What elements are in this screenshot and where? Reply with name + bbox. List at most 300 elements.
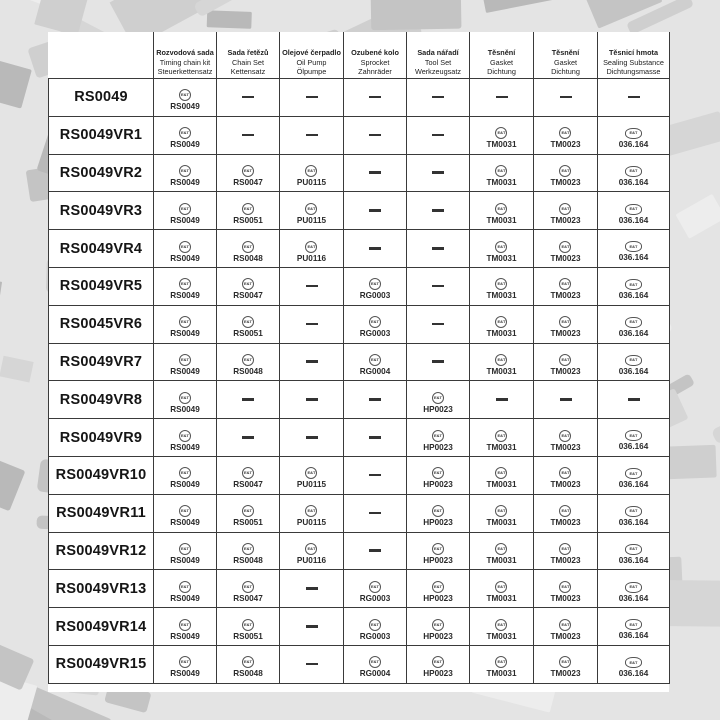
part-code: RS0051	[233, 631, 263, 641]
cell-sprocket	[344, 154, 407, 192]
brand-badge-icon: E&T	[369, 656, 381, 668]
column-header-pump	[280, 32, 344, 79]
cell-chain	[217, 192, 280, 230]
part-code: TM0031	[486, 480, 517, 490]
background-sticker	[711, 419, 720, 444]
part-reference	[619, 317, 649, 338]
kit-code: RS0049VR5	[49, 267, 154, 305]
part-code: HP0023	[423, 555, 453, 565]
part-reference	[486, 127, 516, 149]
brand-badge-icon: E&T	[559, 354, 571, 366]
part-code: RS0047	[233, 177, 263, 187]
cell-sprocket	[344, 456, 407, 494]
part-code: TM0023	[550, 480, 581, 490]
brand-badge-icon: E&T	[242, 581, 254, 593]
brand-badge-icon: E&T	[625, 355, 642, 366]
table-row	[49, 570, 670, 608]
cell-sprocket	[344, 645, 407, 683]
not-included-dash-icon	[242, 134, 254, 137]
cell-gasket2	[534, 267, 598, 305]
part-reference	[170, 656, 200, 678]
brand-badge-icon: E&T	[179, 316, 191, 328]
part-reference	[550, 127, 580, 149]
part-code: HP0023	[423, 442, 453, 452]
not-included-dash-icon	[369, 247, 381, 250]
part-code: TM0031	[486, 366, 517, 376]
not-included-dash-icon	[369, 474, 381, 477]
table-row	[49, 456, 670, 494]
brand-badge-icon: E&T	[305, 203, 317, 215]
brand-badge-icon: E&T	[179, 467, 191, 479]
cell-timing	[154, 116, 217, 154]
table-row	[49, 381, 670, 419]
kit-code: RS0049	[49, 79, 154, 117]
column-header-gasket2	[534, 32, 598, 79]
part-code: TM0023	[550, 215, 581, 225]
brand-badge-icon: E&T	[179, 165, 191, 177]
part-reference	[619, 355, 649, 376]
part-reference	[233, 278, 263, 300]
not-included-dash-icon	[369, 398, 381, 401]
brand-badge-icon: E&T	[495, 619, 507, 631]
part-code: TM0031	[486, 669, 517, 679]
part-code: PU0115	[296, 518, 327, 528]
part-code: HP0023	[423, 518, 453, 528]
brand-badge-icon: E&T	[242, 354, 254, 366]
part-code: RS0049	[170, 555, 200, 565]
cell-chain	[217, 116, 280, 154]
brand-badge-icon: E&T	[495, 278, 507, 290]
brand-badge-icon: E&T	[495, 543, 507, 555]
column-header-line: Sada řetězů	[227, 48, 269, 58]
part-code: RS0049	[170, 253, 200, 263]
part-code: HP0023	[423, 404, 453, 414]
cell-gasket2	[534, 116, 598, 154]
not-included-dash-icon	[369, 209, 381, 212]
column-header-line: Chain Set	[231, 57, 265, 67]
cell-timing	[154, 192, 217, 230]
not-included-dash-icon	[306, 360, 318, 363]
part-code: 036.164	[618, 631, 649, 641]
cell-sprocket	[344, 570, 407, 608]
part-reference	[619, 544, 649, 565]
brand-badge-icon: E&T	[625, 582, 642, 593]
cell-pump	[280, 267, 344, 305]
cell-timing	[154, 305, 217, 343]
cell-gasket2	[534, 381, 598, 419]
column-header-line: Werkzeugsatz	[414, 66, 462, 76]
part-reference	[423, 543, 453, 565]
column-header-line: Dichtungsmasse	[606, 66, 661, 76]
part-code: RS0049	[170, 366, 200, 376]
cell-timing	[154, 532, 217, 570]
part-code: RS0051	[233, 215, 263, 225]
brand-badge-icon: E&T	[495, 354, 507, 366]
not-included-dash-icon	[432, 323, 444, 326]
brand-badge-icon: E&T	[559, 241, 571, 253]
not-included-dash-icon	[306, 663, 318, 666]
part-code: TM0023	[550, 442, 581, 452]
table-body	[49, 79, 670, 684]
cell-gasket2	[534, 305, 598, 343]
part-reference	[619, 430, 649, 451]
part-reference	[297, 505, 326, 527]
cell-sealant	[598, 116, 670, 154]
part-code: TM0031	[486, 518, 517, 528]
part-code: RS0049	[170, 291, 200, 301]
brand-badge-icon: E&T	[179, 278, 191, 290]
brand-badge-icon: E&T	[625, 430, 642, 441]
part-code: RS0049	[170, 631, 200, 641]
table-row	[49, 154, 670, 192]
not-included-dash-icon	[432, 96, 444, 99]
cell-gasket2	[534, 570, 598, 608]
column-header-line: Tool Set	[424, 57, 452, 67]
kit-code: RS0049VR9	[49, 419, 154, 457]
cell-chain	[217, 570, 280, 608]
kit-code: RS0049VR2	[49, 154, 154, 192]
kit-code: RS0049VR12	[49, 532, 154, 570]
part-code: 036.164	[618, 253, 649, 263]
not-included-dash-icon	[432, 360, 444, 363]
cell-timing	[154, 154, 217, 192]
cell-chain	[217, 230, 280, 268]
brand-badge-icon: E&T	[495, 241, 507, 253]
part-reference	[233, 354, 263, 376]
brand-badge-icon: E&T	[179, 241, 191, 253]
part-reference	[360, 278, 391, 300]
part-reference	[550, 505, 580, 527]
brand-badge-icon: E&T	[559, 619, 571, 631]
cell-chain	[217, 456, 280, 494]
brand-badge-icon: E&T	[305, 165, 317, 177]
brand-badge-icon: E&T	[625, 619, 642, 630]
brand-badge-icon: E&T	[432, 430, 444, 442]
part-reference	[550, 467, 580, 489]
part-code: RG0004	[359, 669, 391, 679]
brand-badge-icon: E&T	[559, 203, 571, 215]
cell-gasket1	[470, 305, 534, 343]
cell-sealant	[598, 343, 670, 381]
part-code: TM0023	[550, 291, 581, 301]
part-reference	[170, 392, 200, 414]
not-included-dash-icon	[432, 209, 444, 212]
part-reference	[619, 204, 649, 225]
column-header-timing	[154, 32, 217, 79]
kit-code: RS0045VR6	[49, 305, 154, 343]
brand-badge-icon: E&T	[625, 317, 642, 328]
not-included-dash-icon	[369, 549, 381, 552]
part-reference	[550, 203, 580, 225]
part-code: RS0051	[233, 518, 263, 528]
part-reference	[297, 203, 326, 225]
part-reference	[550, 165, 580, 187]
cell-tools	[407, 419, 470, 457]
background-sticker	[207, 10, 252, 28]
part-code: 036.164	[618, 480, 649, 490]
cell-tools	[407, 192, 470, 230]
part-reference	[486, 241, 516, 263]
part-reference	[170, 619, 200, 641]
brand-badge-icon: E&T	[242, 619, 254, 631]
part-code: PU0116	[296, 555, 327, 565]
brand-badge-icon: E&T	[242, 467, 254, 479]
table-row	[49, 645, 670, 683]
part-reference	[233, 316, 263, 338]
part-reference	[486, 467, 516, 489]
column-header-line: Gasket	[489, 57, 514, 67]
part-code: 036.164	[618, 669, 649, 679]
cell-gasket1	[470, 570, 534, 608]
cell-gasket2	[534, 456, 598, 494]
part-reference	[360, 619, 391, 641]
part-reference	[423, 581, 453, 603]
not-included-dash-icon	[560, 398, 572, 401]
cell-timing	[154, 570, 217, 608]
table-row	[49, 230, 670, 268]
brand-badge-icon: E&T	[305, 543, 317, 555]
part-code: PU0115	[296, 177, 327, 187]
part-code: RS0048	[233, 555, 263, 565]
part-code: 036.164	[618, 328, 649, 338]
part-reference	[297, 543, 326, 565]
brand-badge-icon: E&T	[242, 203, 254, 215]
brand-badge-icon: E&T	[369, 619, 381, 631]
part-reference	[423, 467, 453, 489]
brand-badge-icon: E&T	[369, 354, 381, 366]
part-reference	[233, 656, 263, 678]
part-code: PU0116	[296, 253, 327, 263]
cell-chain	[217, 381, 280, 419]
part-reference	[486, 581, 516, 603]
part-code: TM0023	[550, 518, 581, 528]
cell-gasket1	[470, 343, 534, 381]
brand-badge-icon: E&T	[495, 581, 507, 593]
part-code: TM0023	[550, 253, 581, 263]
cell-sprocket	[344, 494, 407, 532]
not-included-dash-icon	[369, 512, 381, 515]
part-reference	[170, 430, 200, 452]
cell-pump	[280, 154, 344, 192]
cell-sealant	[598, 532, 670, 570]
part-code: RS0049	[170, 518, 200, 528]
part-reference	[423, 505, 453, 527]
column-header-tools	[407, 32, 470, 79]
part-reference	[486, 278, 516, 300]
not-included-dash-icon	[306, 134, 318, 137]
part-reference	[233, 619, 263, 641]
cell-gasket2	[534, 154, 598, 192]
table-row	[49, 494, 670, 532]
cell-sprocket	[344, 116, 407, 154]
part-reference	[619, 279, 649, 300]
part-code: RG0003	[359, 291, 391, 301]
part-reference	[619, 241, 649, 262]
cell-sealant	[598, 267, 670, 305]
not-included-dash-icon	[242, 96, 254, 99]
brand-badge-icon: E&T	[625, 204, 642, 215]
cell-sealant	[598, 645, 670, 683]
brand-badge-icon: E&T	[495, 430, 507, 442]
part-code: RS0047	[233, 480, 263, 490]
cell-sprocket	[344, 192, 407, 230]
part-code: RG0004	[359, 366, 391, 376]
cell-timing	[154, 608, 217, 646]
cell-pump	[280, 494, 344, 532]
background-sticker	[675, 194, 720, 239]
not-included-dash-icon	[369, 171, 381, 174]
column-header-line: Oil Pump	[296, 57, 327, 67]
part-reference	[486, 430, 516, 452]
part-code: RS0047	[233, 593, 263, 603]
cell-sprocket	[344, 230, 407, 268]
part-code: TM0031	[486, 442, 517, 452]
part-reference	[486, 656, 516, 678]
cell-timing	[154, 230, 217, 268]
part-reference	[619, 619, 649, 640]
part-reference	[550, 543, 580, 565]
cell-gasket2	[534, 419, 598, 457]
not-included-dash-icon	[369, 436, 381, 439]
column-header-sprocket	[344, 32, 407, 79]
part-reference	[233, 581, 263, 603]
part-code: PU0115	[296, 480, 327, 490]
not-included-dash-icon	[306, 398, 318, 401]
cell-sprocket	[344, 305, 407, 343]
part-code: 036.164	[618, 366, 649, 376]
cell-pump	[280, 305, 344, 343]
cell-sprocket	[344, 267, 407, 305]
brand-badge-icon: E&T	[432, 543, 444, 555]
column-header-chain	[217, 32, 280, 79]
part-code: TM0031	[486, 177, 517, 187]
not-included-dash-icon	[242, 436, 254, 439]
cell-gasket2	[534, 343, 598, 381]
part-code: RS0048	[233, 669, 263, 679]
column-header-line: Kettensatz	[230, 66, 266, 76]
cell-timing	[154, 419, 217, 457]
cell-pump	[280, 381, 344, 419]
brand-badge-icon: E&T	[495, 316, 507, 328]
part-reference	[360, 354, 391, 376]
part-reference	[233, 241, 263, 263]
cell-sprocket	[344, 79, 407, 117]
cell-pump	[280, 608, 344, 646]
cell-gasket1	[470, 645, 534, 683]
cell-gasket1	[470, 532, 534, 570]
cell-gasket1	[470, 116, 534, 154]
cell-pump	[280, 230, 344, 268]
brand-badge-icon: E&T	[179, 430, 191, 442]
part-reference	[170, 165, 200, 187]
part-code: TM0031	[486, 593, 517, 603]
cell-sealant	[598, 494, 670, 532]
part-code: RS0049	[170, 102, 200, 112]
part-reference	[550, 316, 580, 338]
brand-badge-icon: E&T	[559, 505, 571, 517]
brand-badge-icon: E&T	[179, 354, 191, 366]
brand-badge-icon: E&T	[305, 467, 317, 479]
cell-sprocket	[344, 381, 407, 419]
cell-chain	[217, 79, 280, 117]
part-code: TM0031	[486, 215, 517, 225]
part-reference	[360, 656, 391, 678]
part-reference	[550, 354, 580, 376]
cell-gasket1	[470, 608, 534, 646]
brand-badge-icon: E&T	[369, 316, 381, 328]
not-included-dash-icon	[369, 96, 381, 99]
brand-badge-icon: E&T	[242, 656, 254, 668]
background-sticker	[483, 0, 563, 13]
cell-gasket1	[470, 494, 534, 532]
brand-badge-icon: E&T	[495, 165, 507, 177]
part-reference	[486, 543, 516, 565]
cell-sprocket	[344, 419, 407, 457]
part-reference	[170, 581, 200, 603]
table-row	[49, 192, 670, 230]
column-header-line: Gasket	[553, 57, 578, 67]
brand-badge-icon: E&T	[432, 505, 444, 517]
part-reference	[297, 241, 326, 263]
kit-code: RS0049VR15	[49, 645, 154, 683]
cell-tools	[407, 116, 470, 154]
cell-pump	[280, 192, 344, 230]
cell-sprocket	[344, 343, 407, 381]
cell-pump	[280, 456, 344, 494]
part-code: TM0023	[550, 631, 581, 641]
part-reference	[423, 656, 453, 678]
brand-badge-icon: E&T	[179, 656, 191, 668]
part-code: 036.164	[618, 139, 649, 149]
kit-code: RS0049VR1	[49, 116, 154, 154]
cell-tools	[407, 532, 470, 570]
part-reference	[233, 467, 263, 489]
brand-badge-icon: E&T	[179, 203, 191, 215]
brand-badge-icon: E&T	[625, 657, 642, 668]
cell-tools	[407, 494, 470, 532]
cell-pump	[280, 343, 344, 381]
brand-badge-icon: E&T	[559, 278, 571, 290]
cell-gasket2	[534, 79, 598, 117]
background-sticker	[0, 49, 32, 109]
part-reference	[170, 278, 200, 300]
not-included-dash-icon	[306, 96, 318, 99]
cell-pump	[280, 79, 344, 117]
brand-badge-icon: E&T	[242, 316, 254, 328]
background-sticker	[371, 0, 462, 30]
cell-chain	[217, 494, 280, 532]
part-reference	[423, 430, 453, 452]
brand-badge-icon: E&T	[559, 127, 571, 139]
cell-timing	[154, 79, 217, 117]
brand-badge-icon: E&T	[432, 581, 444, 593]
part-code: 036.164	[618, 215, 649, 225]
column-header-line: Těsnění	[487, 48, 516, 58]
part-code: RS0048	[233, 253, 263, 263]
cell-chain	[217, 154, 280, 192]
table-row	[49, 419, 670, 457]
column-header-line: Olejové čerpadlo	[282, 48, 341, 58]
part-code: 036.164	[618, 291, 649, 301]
cell-tools	[407, 608, 470, 646]
part-code: 036.164	[618, 555, 649, 565]
part-reference	[486, 316, 516, 338]
part-code: 036.164	[618, 177, 649, 187]
part-code: TM0023	[550, 366, 581, 376]
cell-gasket2	[534, 645, 598, 683]
not-included-dash-icon	[496, 96, 508, 99]
kit-code: RS0049VR11	[49, 494, 154, 532]
